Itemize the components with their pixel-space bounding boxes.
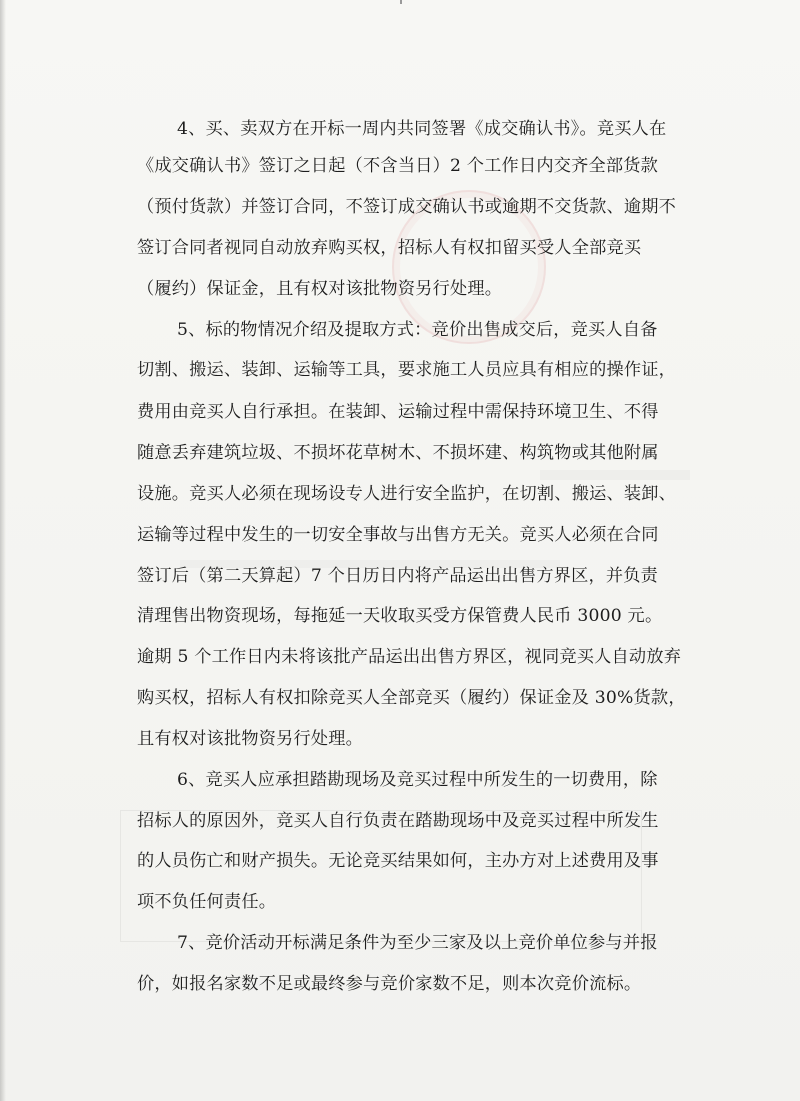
body-line: 且有权对该批物资另行处理。: [137, 729, 364, 749]
body-line: 切割、搬运、装卸、运输等工具，要求施工人员应具有相应的操作证，: [137, 360, 677, 380]
body-line: 7、竞价活动开标满足条件为至少三家及以上竞价单位参与并报: [177, 933, 658, 953]
body-line: 5、标的物情况介绍及提取方式：竞价出售成交后，竞买人自备: [177, 320, 658, 340]
body-line: 签订合同者视同自动放弃购买权，招标人有权扣留买受人全部竞买: [137, 238, 642, 258]
body-line: 购买权，招标人有权扣除竞买人全部竞买（履约）保证金及 30%货款，: [137, 688, 686, 708]
body-line: （履约）保证金，且有权对该批物资另行处理。: [137, 279, 503, 299]
body-line: 6、竞买人应承担踏勘现场及竞买过程中所发生的一切费用，除: [177, 770, 658, 790]
scan-top-mark: [400, 0, 402, 4]
body-line: 清理售出物资现场，每拖延一天收取买受方保管费人民币 3000 元。: [137, 606, 663, 626]
body-line: 的人员伤亡和财产损失。无论竞买结果如何，主办方对上述费用及事: [137, 851, 659, 871]
body-line: 设施。竞买人必须在现场设专人进行安全监护，在切割、搬运、装卸、: [137, 484, 677, 504]
body-line: 运输等过程中发生的一切安全事故与出售方无关。竞买人必须在合同: [137, 525, 659, 545]
body-line: 价，如报名家数不足或最终参与竞价家数不足，则本次竞价流标。: [137, 974, 642, 994]
scan-edge-shadow: [0, 0, 6, 1101]
body-line: 逾期 5 个工作日内未将该批产品运出出售方界区，视同竞买人自动放弃: [137, 647, 682, 667]
body-line: （预付货款）并签订合同，不签订成交确认书或逾期不交货款、逾期不: [137, 197, 677, 217]
body-line: 签订后（第二天算起）7 个日历日内将产品运出出售方界区，并负责: [137, 566, 659, 586]
body-line: 项不负任何责任。: [137, 892, 277, 912]
body-line: 《成交确认书》签订之日起（不含当日）2 个工作日内交齐全部货款: [137, 156, 659, 176]
body-line: 4、买、卖双方在开标一周内共同签署《成交确认书》。竞买人在: [177, 119, 667, 139]
body-line: 费用由竞买人自行承担。在装卸、运输过程中需保持环境卫生、不得: [137, 402, 659, 422]
body-line: 随意丢弃建筑垃圾、不损坏花草树木、不损坏建、构筑物或其他附属: [137, 443, 659, 463]
body-line: 招标人的原因外，竞买人自行负责在踏勘现场中及竞买过程中所发生: [137, 811, 659, 831]
show-through-artifact: [540, 470, 690, 480]
